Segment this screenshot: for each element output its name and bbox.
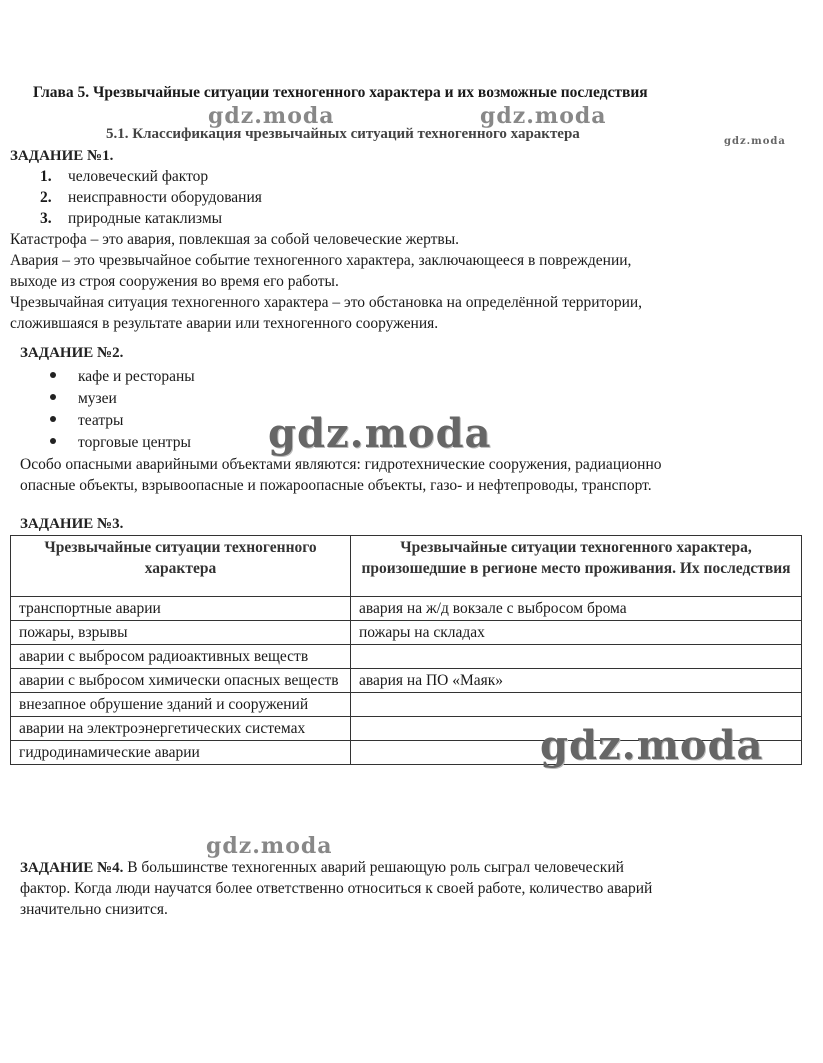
table-cell: аварии с выбросом радиоактивных веществ xyxy=(11,645,351,669)
task2-bullet-text: театры xyxy=(78,412,124,429)
task1-item-num: 3. xyxy=(40,210,52,227)
task1-item-num: 2. xyxy=(40,189,52,206)
table-cell: транспортные аварии xyxy=(11,597,351,621)
task1-item-text: человеческий фактор xyxy=(68,168,209,185)
task4-line: значительно снизится. xyxy=(20,901,168,918)
bullet-icon xyxy=(50,394,56,400)
task3-title: ЗАДАНИЕ №3. xyxy=(20,516,124,532)
watermark: gdz.moda xyxy=(540,722,764,769)
table-cell: аварии на электроэнергетических системах xyxy=(11,717,351,741)
watermark: gdz.moda xyxy=(480,103,607,129)
watermark: gdz.moda xyxy=(724,136,786,147)
table-row xyxy=(11,669,802,693)
bullet-icon xyxy=(50,438,56,444)
watermark: gdz.moda xyxy=(206,833,333,859)
task2-bullet xyxy=(50,434,191,452)
bullet-icon xyxy=(50,372,56,378)
task4-line: фактор. Когда люди научатся более ответственно относиться к своей работе, количество аварий xyxy=(20,880,653,897)
task2-line: Особо опасными аварийными объектами являются: гидротехнические сооружения, радиационно xyxy=(20,456,662,473)
table-header-cell: Чрезвычайные ситуации техногенного характера xyxy=(11,536,351,597)
task2-bullet xyxy=(50,412,123,430)
task1-item xyxy=(40,189,262,207)
table-cell: аварии с выбросом химически опасных веществ xyxy=(11,669,351,693)
table-cell: авария на ПО «Маяк» xyxy=(351,669,802,693)
task1-title: ЗАДАНИЕ №1. xyxy=(10,148,114,164)
table-cell xyxy=(351,645,802,669)
table-row xyxy=(11,693,802,717)
task1-line: сложившаяся в результате аварии или техногенного сооружения. xyxy=(10,315,439,332)
table-cell: авария на ж/д вокзале с выбросом брома xyxy=(351,597,802,621)
task1-line: выходе из строя сооружения во время его работы. xyxy=(10,273,339,290)
task2-bullet-text: музеи xyxy=(78,390,117,407)
table-header-cell: Чрезвычайные ситуации техногенного характера, произошедшие в регионе место проживания. Их последствия xyxy=(351,536,802,597)
task1-line: Катастрофа – это авария, повлекшая за собой человеческие жертвы. xyxy=(10,231,460,248)
task2-line: опасные объекты, взрывоопасные и пожароопасные объекты, газо- и нефтепроводы, транспорт. xyxy=(20,477,652,494)
task1-line: Авария – это чрезвычайное событие техногенного характера, заключающееся в повреждении, xyxy=(10,252,632,269)
table-row xyxy=(11,645,802,669)
table-cell: пожары на складах xyxy=(351,621,802,645)
table-cell xyxy=(351,693,802,717)
bullet-icon xyxy=(50,416,56,422)
task2-bullet xyxy=(50,368,195,386)
task1-item xyxy=(40,168,208,186)
table-header-row xyxy=(11,536,802,597)
table-cell: внезапное обрушение зданий и сооружений xyxy=(11,693,351,717)
task1-item-text: природные катаклизмы xyxy=(68,210,223,227)
task1-item-num: 1. xyxy=(40,168,52,185)
task1-line: Чрезвычайная ситуация техногенного характера – это обстановка на определённой территории, xyxy=(10,294,643,311)
task4-text: В большинстве техногенных аварий решающую роль сыграл человеческий xyxy=(123,859,624,876)
task2-bullet xyxy=(50,390,117,408)
table-row xyxy=(11,621,802,645)
watermark: gdz.moda xyxy=(268,410,492,457)
watermark: gdz.moda xyxy=(208,103,335,129)
task1-item xyxy=(40,210,222,228)
section-title: 5.1. Классификация чрезвычайных ситуаций техногенного характера xyxy=(106,126,580,142)
chapter-title: Глава 5. Чрезвычайные ситуации техногенного характера и их возможные последствия xyxy=(33,84,648,101)
task4-line xyxy=(20,859,624,877)
table-cell: гидродинамические аварии xyxy=(11,741,351,765)
task1-item-text: неисправности оборудования xyxy=(68,189,262,206)
task4-title: ЗАДАНИЕ №4. xyxy=(20,860,124,876)
task2-title: ЗАДАНИЕ №2. xyxy=(20,345,124,361)
task2-bullet-text: кафе и рестораны xyxy=(78,368,195,385)
task2-bullet-text: торговые центры xyxy=(78,434,191,451)
table-row xyxy=(11,597,802,621)
table-cell: пожары, взрывы xyxy=(11,621,351,645)
